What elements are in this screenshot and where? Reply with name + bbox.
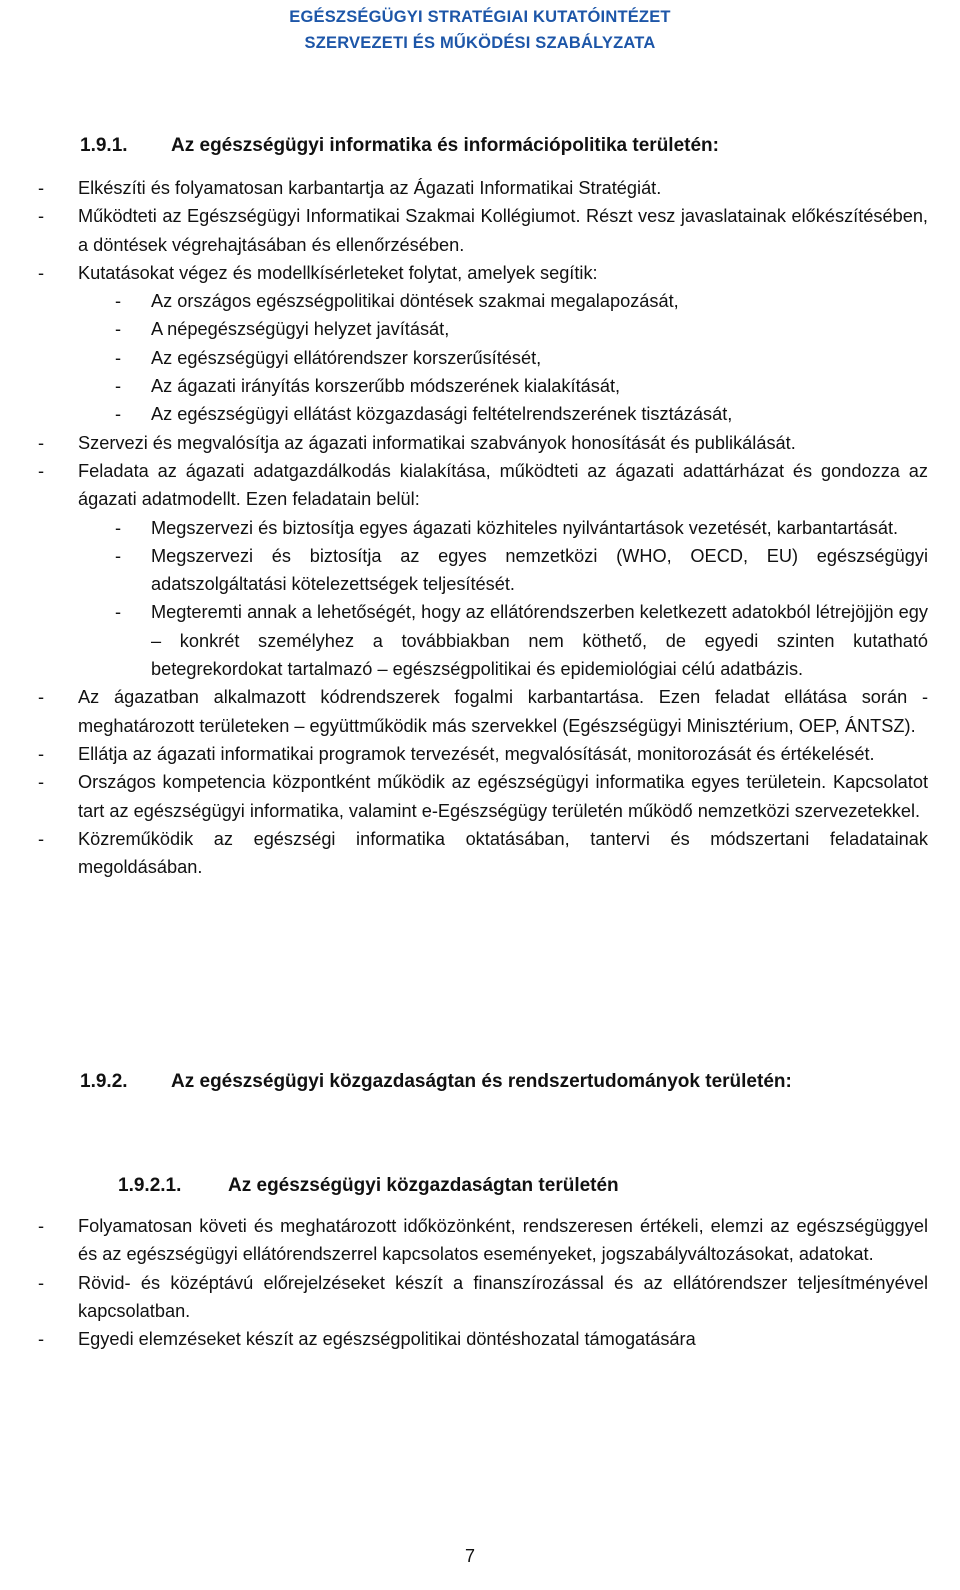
list-item-text: Működteti az Egészségügyi Informatikai Szakmai Kollégiumot. Részt vesz javaslatainak előkészítésében, a döntések végrehajtásában és ellenőrzésében. <box>78 206 928 255</box>
dash-bullet: - <box>38 178 45 198</box>
list-item-text: Elkészíti és folyamatosan karbantartja az Ágazati Informatikai Stratégiát. <box>78 178 662 198</box>
sub-list-item-text: Megteremti annak a lehetőségét, hogy az ellátórendszerben keletkezett adatokból létrejöjjön egy – konkrét személyhez a továbbiakban nem köthető, de egyedi szinten kutatható betegrekordokat tartalmazó – egészségpolitikai és epidemiológiai célú adatbázis. <box>151 602 928 680</box>
list-item <box>38 740 928 768</box>
list-item-text: Országos kompetencia központként működik az egészségügyi informatika egyes területein. Kapcsolatot tart az egészségügyi informatika, valamint e-Egészségügy területén működő nemzetközi szervezetekkel. <box>78 772 928 821</box>
list-item-text: Az ágazatban alkalmazott kódrendszerek fogalmi karbantartása. Ezen feladat ellátása során - meghatározott területeken – együttműködik más szervekkel (Egészségügyi Minisztérium, OEP, ÁNTSZ). <box>78 687 928 736</box>
dash-bullet: - <box>38 772 45 793</box>
document-header <box>0 4 960 56</box>
list-item <box>38 1325 928 1353</box>
dash-bullet: - <box>115 347 122 368</box>
dash-bullet: - <box>38 262 45 283</box>
dash-bullet: - <box>115 291 122 312</box>
sub-list-item <box>38 315 928 343</box>
section-title: Az egészségügyi informatika és információpolitika területén: <box>171 135 719 156</box>
list-item <box>38 1212 928 1269</box>
dash-bullet: - <box>115 319 122 340</box>
header-document-name: SZERVEZETI ÉS MŰKÖDÉSI SZABÁLYZATA <box>304 34 656 52</box>
list-item <box>38 768 928 825</box>
list-item-text: Kutatásokat végez és modellkísérleteket folytat, amelyek segítik: <box>78 262 598 283</box>
list-item-text: Közreműködik az egészségi informatika oktatásában, tantervi és módszertani feladatainak megoldásában. <box>78 828 928 878</box>
dash-bullet: - <box>38 1272 45 1293</box>
dash-bullet: - <box>115 376 122 397</box>
sub-list-item <box>38 542 928 599</box>
dash-bullet: - <box>115 602 122 623</box>
sub-list-item-text: Az egészségügyi ellátórendszer korszerűsítését, <box>151 347 542 368</box>
list-item-text: Rövid- és középtávú előrejelzéseket készít a finanszírozással és az ellátórendszer teljesítményével kapcsolatban. <box>78 1272 928 1321</box>
section-number: 1.9.2.1. <box>118 1175 182 1196</box>
dash-bullet: - <box>38 432 45 453</box>
dash-bullet: - <box>115 404 122 425</box>
dash-bullet: - <box>38 1329 45 1350</box>
list-item <box>38 1269 928 1326</box>
sub-list-item <box>38 344 928 372</box>
list-item <box>38 683 928 740</box>
list-item <box>38 259 928 287</box>
sub-list-item <box>38 372 928 400</box>
section-title: Az egészségügyi közgazdaságtan és rendszertudományok területén: <box>171 1071 792 1092</box>
sub-list-item-text: A népegészségügyi helyzet javítását, <box>151 319 450 340</box>
section-number: 1.9.1. <box>80 135 128 156</box>
list-item-text: Feladata az ágazati adatgazdálkodás kialakítása, működteti az ágazati adattárházat és gondozza az ágazati adatmodellt. Ezen feladatain belül: <box>78 460 928 510</box>
dash-bullet: - <box>38 828 45 849</box>
sub-list-item-text: Az ágazati irányítás korszerűbb módszerének kialakítását, <box>151 376 621 397</box>
sub-list-item <box>38 400 928 428</box>
section-1-9-1-body <box>38 174 928 881</box>
section-heading-1-9-2-1 <box>118 1172 619 1200</box>
dash-bullet: - <box>115 517 122 538</box>
section-1-9-2-1-body <box>38 1212 928 1353</box>
header-institute-name: EGÉSZSÉGÜGYI STRATÉGIAI KUTATÓINTÉZET <box>289 8 671 26</box>
section-number: 1.9.2. <box>80 1071 128 1092</box>
list-item-text: Szervezi és megvalósítja az ágazati informatikai szabványok honosítását és publikálását. <box>78 432 796 453</box>
section-heading-1-9-1 <box>80 132 719 160</box>
sub-list-item-text: Az egészségügyi ellátást közgazdasági feltételrendszerének tisztázását, <box>151 404 733 425</box>
dash-bullet: - <box>38 687 45 708</box>
page-number: 7 <box>464 1546 475 1566</box>
sub-list-item <box>38 514 928 542</box>
list-item <box>38 174 928 202</box>
sub-list-item-text: Megszervezi és biztosítja az egyes nemzetközi (WHO, OECD, EU) egészségügyi adatszolgáltatási kötelezettségek teljesítését. <box>151 545 928 595</box>
list-item-text: Egyedi elemzéseket készít az egészségpolitikai döntéshozatal támogatására <box>78 1329 696 1350</box>
dash-bullet: - <box>38 1216 45 1236</box>
sub-list-item <box>38 287 928 315</box>
section-heading-1-9-2 <box>80 1068 792 1096</box>
list-item <box>38 825 928 882</box>
list-item <box>38 202 928 259</box>
sub-list-item-text: Megszervezi és biztosítja egyes ágazati közhiteles nyilvántartások vezetését, karbantartását. <box>151 517 899 538</box>
list-item <box>38 429 928 457</box>
dash-bullet: - <box>115 545 122 566</box>
list-item-text: Folyamatosan követi és meghatározott időközönként, rendszeresen értékeli, elemzi az egészségüggyel és az egészségügyi ellátórendszerrel kapcsolatos eseményeket, jogszabályváltozásokat, adatokat. <box>78 1216 928 1265</box>
list-item-text: Ellátja az ágazati informatikai programok tervezését, megvalósítását, monitorozását és értékelését. <box>78 743 875 764</box>
dash-bullet: - <box>38 460 45 481</box>
sub-list-item <box>38 598 928 683</box>
section-title: Az egészségügyi közgazdaságtan területén <box>228 1175 619 1196</box>
dash-bullet: - <box>38 743 45 764</box>
list-item <box>38 457 928 514</box>
dash-bullet: - <box>38 206 45 227</box>
sub-list-item-text: Az országos egészségpolitikai döntések szakmai megalapozását, <box>151 291 679 312</box>
